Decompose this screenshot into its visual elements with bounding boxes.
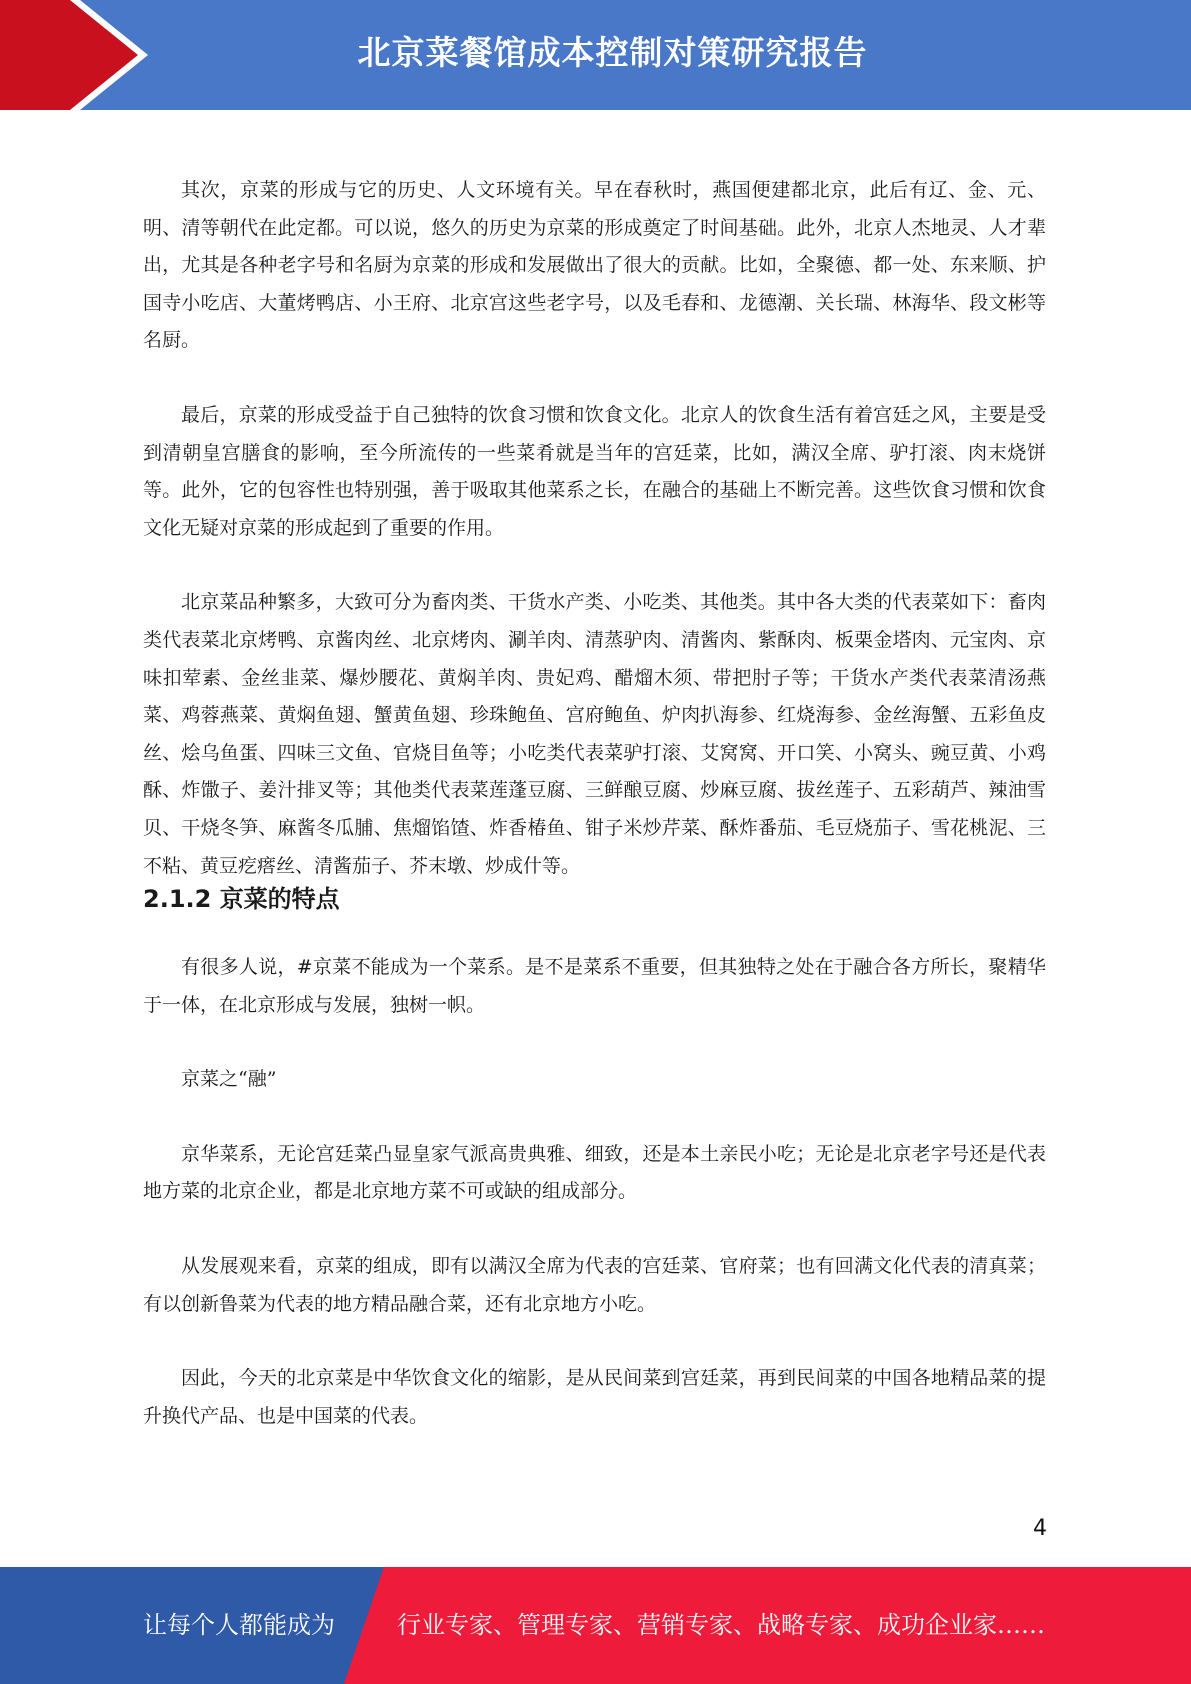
paragraph-development-view: 从发展观来看，京菜的组成，即有以满汉全席为代表的宫廷菜、官府菜；也有回满文化代表的清真菜；有以创新鲁菜为代表的地方精品融合菜，还有北京地方小吃。 xyxy=(143,1255,1046,1315)
paragraph-characteristics-intro: 有很多人说，#京菜不能成为一个菜系。是不是菜系不重要，但其独特之处在于融合各方所长，聚精华于一体，在北京形成与发展，独树一帜。 xyxy=(143,956,1046,1016)
paragraph-jinghua-cuisine: 京华菜系，无论宫廷菜凸显皇家气派高贵典雅、细致，还是本土亲民小吃；无论是北京老字号还是代表地方菜的北京企业，都是北京地方菜不可或缺的组成部分。 xyxy=(143,1142,1046,1203)
header-title: 北京菜餐馆成本控制对策研究报告 xyxy=(357,33,868,72)
paragraph-history: 其次，京菜的形成与它的历史、人文环境有关。早在春秋时，燕国便建都北京，此后有辽、金、元、明、清等朝代在此定都。可以说，悠久的历史为京菜的形成奠定了时间基础。此外，北京人杰地灵、人才辈出，尤其是各种老字号和名厨为京菜的形成和发展做出了很大的贡献。比如，全聚德、都一处、东来顺、护国寺小吃店、大董烤鸭店、小王府、北京宫这些老字号，以及毛春和、龙德潮、关长瑞、林海华、段文彬等名厨。 xyxy=(143,179,1046,352)
page-number: 4 xyxy=(1033,1516,1047,1541)
document-body xyxy=(143,172,1046,1435)
paragraph-food-culture: 最后，京菜的形成受益于自己独特的饮食习惯和饮食文化。北京人的饮食生活有着宫廷之风，主要是受到清朝皇宫膳食的影响，至今所流传的一些菜肴就是当年的宫廷菜，比如，满汉全席、驴打滚、肉末烧饼等。此外，它的包容性也特别强，善于吸取其他菜系之长，在融合的基础上不断完善。这些饮食习惯和饮食文化无疑对京菜的形成起到了重要的作用。 xyxy=(143,403,1046,539)
paragraph-dish-varieties: 北京菜品种繁多，大致可分为畜肉类、干货水产类、小吃类、其他类。其中各大类的代表菜如下：畜肉类代表菜北京烤鸭、京酱肉丝、北京烤肉、涮羊肉、清蒸驴肉、清酱肉、紫酥肉、板栗金塔肉、元宝肉、京味扣荤素、金丝韭菜、爆炒腰花、黄焖羊肉、贵妃鸡、醋熘木须、带把肘子等；干货水产类代表菜清汤燕菜、鸡蓉燕菜、黄焖鱼翅、蟹黄鱼翅、珍珠鲍鱼、宫府鲍鱼、炉肉扒海参、红烧海参、金丝海蟹、五彩鱼皮丝、烩乌鱼蛋、四味三文鱼、官烧目鱼等；小吃类代表菜驴打滚、艾窝窝、开口笑、小窝头、豌豆黄、小鸡酥、炸馓子、姜汁排叉等；其他类代表菜莲蓬豆腐、三鲜酿豆腐、炒麻豆腐、拔丝莲子、五彩葫芦、辣油雪贝、干烧冬笋、麻酱冬瓜脯、焦熘馅馇、炸香椿鱼、钳子米炒芹菜、酥炸番茄、毛豆烧茄子、雪花桃泥、三不粘、黄豆疙瘩丝、清酱茄子、芥末墩、炒成什等。 xyxy=(143,591,1046,877)
section-heading: 2.1.2 京菜的特点 xyxy=(143,885,340,914)
page-footer xyxy=(0,1567,1191,1684)
paragraph-subtitle-rong: 京菜之“融” xyxy=(181,1068,277,1091)
footer-slogan-right: 行业专家、管理专家、营销专家、战略专家、成功企业家…… xyxy=(397,1611,1045,1639)
paragraph-conclusion: 因此，今天的北京菜是中华饮食文化的缩影，是从民间菜到宫廷菜，再到民间菜的中国各地精品菜的提升换代产品、也是中国菜的代表。 xyxy=(143,1367,1046,1427)
footer-slogan-left: 让每个人都能成为 xyxy=(143,1611,335,1639)
page-header xyxy=(0,0,1191,110)
